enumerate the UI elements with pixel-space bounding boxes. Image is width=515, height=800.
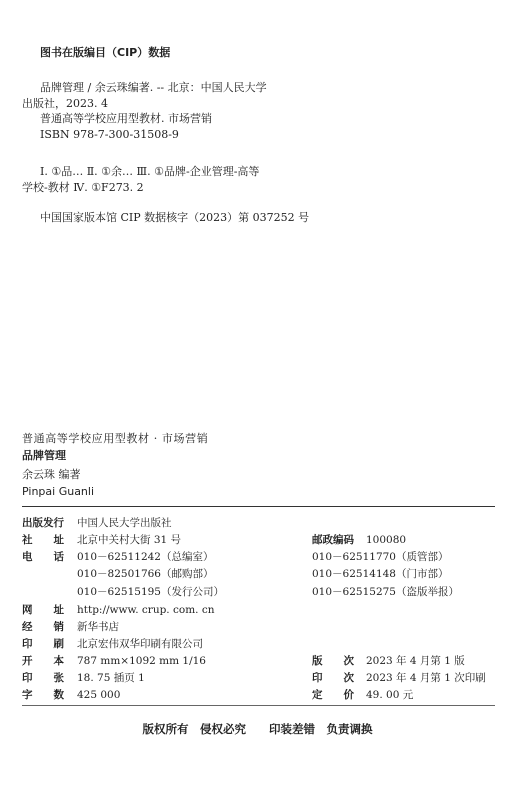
field-value: http://www. crup. com. cn <box>77 604 215 616</box>
field-label: 印 张 <box>22 672 64 684</box>
cip-line: 出版社，2023. 4 <box>22 97 108 110</box>
divider-bottom <box>22 705 495 706</box>
field-label: 社 址 <box>22 534 64 546</box>
field-label: 字 数 <box>22 689 64 701</box>
cip-line: 品牌管理 / 余云珠编著. -- 北京：中国人民大学 <box>40 81 267 94</box>
copyright-notice: 版权所有 侵权必究 印装差错 负责调换 <box>142 722 373 736</box>
field-value: 010－62514148（门市部） <box>312 568 449 580</box>
field-label: 印 次 <box>312 672 354 684</box>
field-value: 010－62511242（总编室） <box>77 551 214 563</box>
field-value: 010－82501766（邮购部） <box>77 568 214 580</box>
field-label: 开 本 <box>22 655 64 667</box>
cip-line: 学校-教材 Ⅳ. ①F273. 2 <box>22 181 144 194</box>
field-value: 425 000 <box>77 689 121 701</box>
field-value: 787 mm×1092 mm 1/16 <box>77 655 206 667</box>
field-value: 010－62515195（发行公司） <box>77 586 224 598</box>
field-value: 新华书店 <box>77 621 119 633</box>
field-label: 电 话 <box>22 551 64 563</box>
field-value: 中国人民大学出版社 <box>77 517 172 529</box>
field-value: 北京中关村大街 31 号 <box>77 534 182 546</box>
field-label: 邮政编码 <box>312 534 354 546</box>
field-value: 2023 年 4 月第 1 版 <box>366 655 465 667</box>
book-pinyin: Pinpai Guanli <box>22 485 95 498</box>
field-label: 版 次 <box>312 655 354 667</box>
divider-top <box>22 506 495 507</box>
cip-isbn: ISBN 978-7-300-31508-9 <box>40 128 179 141</box>
cip-number: 中国国家版本馆 CIP 数据核字（2023）第 037252 号 <box>40 211 310 224</box>
field-value: 18. 75 插页 1 <box>77 672 145 684</box>
cip-line: Ⅰ. ①品… Ⅱ. ①余… Ⅲ. ①品牌-企业管理-高等 <box>40 165 260 178</box>
field-label: 印 刷 <box>22 638 64 650</box>
field-value: 010－62515275（盗版举报） <box>312 586 459 598</box>
field-value: 010－62511770（质管部） <box>312 551 449 563</box>
field-value: 49. 00 元 <box>366 689 414 701</box>
field-label: 经 销 <box>22 621 64 633</box>
cip-heading: 图书在版编目（CIP）数据 <box>40 46 171 59</box>
field-label: 网 址 <box>22 604 64 616</box>
field-value: 2023 年 4 月第 1 次印刷 <box>366 672 486 684</box>
cip-line: 普通高等学校应用型教材. 市场营销 <box>40 112 212 125</box>
series-name: 普通高等学校应用型教材 · 市场营销 <box>22 432 209 445</box>
book-title: 品牌管理 <box>22 449 66 462</box>
field-label: 出版发行 <box>22 517 64 529</box>
field-label: 定 价 <box>312 689 354 701</box>
field-value: 100080 <box>366 534 407 546</box>
book-author: 余云珠 编著 <box>22 468 81 481</box>
field-value: 北京宏伟双华印刷有限公司 <box>77 638 203 650</box>
